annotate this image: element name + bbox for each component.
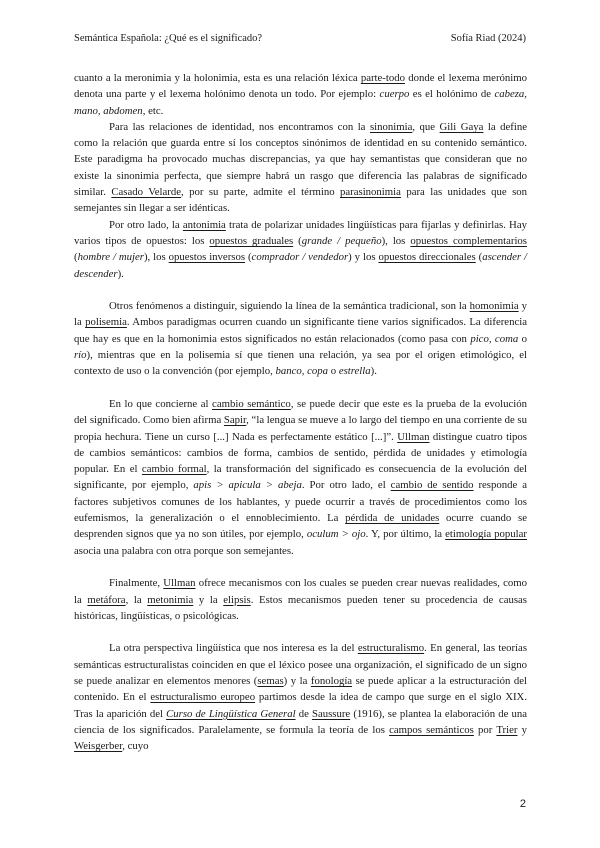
text-run: Para las relaciones de identidad, nos encontramos con la	[109, 120, 370, 133]
paragraph	[74, 396, 527, 559]
text-run: . Ambos paradigmas ocurren cuando un significante tiene varios significados. La diferencia que hay es que en la homonimia estos significados no están relacionados (como pasa con	[74, 316, 527, 345]
underlined-term: opuestos direccionales	[378, 251, 476, 264]
underlined-term: metáfora	[87, 593, 126, 606]
text-run: es el holónimo de	[409, 88, 495, 101]
underlined-term: metonimia	[147, 593, 194, 606]
underlined-term: parte-todo	[360, 72, 406, 84]
text-run: responde a factores subjetivos comunes de los hablantes, y puede ocurrir a través de procedimientos como los eufemismos, la generalización o el ennoblecimiento. La	[74, 479, 527, 525]
text-run: ocurre cuando se desprenden signos que ya no son útiles, por ejemplo,	[74, 512, 528, 541]
text-run: donde el lexema merónimo denota una parte y el lexema holónimo denota un todo. Por ejemplo:	[74, 72, 527, 101]
text-run: , la transformación del significado es consecuencia de la evolución del significante, por ejemplo,	[74, 463, 528, 492]
text-run: Por otro lado, la	[109, 218, 183, 231]
text-run: , por su parte, admite el término	[181, 186, 341, 199]
underlined-term: polisemia	[85, 316, 127, 329]
text-run: ), mientras que en la polisemia sí que tienen una relación, ya sea por el origen etimológico, el contexto de uso o la convención (por ejemplo,	[74, 349, 527, 378]
text-run: trata de polarizar unidades lingüísticas para fijarlas y definirlas. Hay varios tipos de opuestos: los	[74, 218, 527, 247]
underlined-term: antonimia	[182, 218, 226, 231]
text-run: por	[473, 723, 497, 736]
underlined-term: Ullman	[163, 577, 196, 590]
text-run: Finalmente,	[109, 577, 164, 590]
underlined-term: parasinonimia	[340, 186, 401, 199]
text-run: (	[475, 251, 483, 264]
underlined-term: Gili Gaya	[439, 120, 484, 133]
underlined-italic-title: Curso de Lingüística General	[166, 707, 296, 720]
underlined-term: opuestos complementarios	[410, 234, 527, 247]
page-number: 2	[519, 798, 526, 810]
underlined-term: etimología popular	[445, 528, 528, 541]
underlined-term: Saussure	[311, 707, 351, 720]
text-run: , cuyo	[122, 740, 149, 753]
paragraph	[74, 575, 527, 624]
text-run: (	[245, 251, 252, 264]
text-run: ) y los	[348, 251, 379, 264]
underlined-term: Trier	[496, 723, 518, 736]
paragraph	[74, 640, 527, 754]
underlined-term: pérdida de unidades	[345, 512, 440, 525]
text-run: partimos desde la idea de campo que surge en el siglo XIX. Tras la aparición del	[74, 691, 528, 720]
text-run: , que	[412, 120, 440, 133]
text-run: , “la lengua se mueve a lo largo del tiempo en una corriente de su propia hechura. Tiene un curso [...] Nada es perfectamente estático [...]”.	[74, 414, 527, 443]
italic-example: ascender / descender	[74, 251, 527, 280]
text-run: En lo que concierne al	[109, 397, 213, 410]
italic-example: banco, copa	[275, 365, 329, 378]
text-run: La otra perspectiva lingüística que nos interesa es la del	[109, 642, 358, 655]
text-run: (	[293, 234, 302, 247]
text-run: . Por otro lado, el	[301, 479, 391, 492]
paragraph	[74, 70, 527, 119]
paragraph	[74, 217, 527, 282]
underlined-term: Ullman	[397, 430, 430, 443]
text-run: y	[517, 723, 528, 736]
paragraph	[74, 298, 527, 379]
underlined-term: Sapir	[223, 414, 247, 427]
text-run: ), los	[381, 234, 411, 247]
text-run: . Estos mecanismos pueden tener su procedencia de causas históricas, lingüísticas, o psicológicas.	[74, 593, 527, 622]
text-run: Otros fenómenos a distinguir, siguiendo la línea de la semántica tradicional, son la	[109, 300, 470, 313]
italic-example: oculum > ojo	[306, 528, 366, 541]
text-run: ).	[117, 267, 124, 280]
underlined-term: homonimia	[469, 300, 519, 313]
underlined-term: campos semánticos	[389, 723, 474, 736]
text-run: . En general, las teorías semánticas estructuralistas coinciden en que el léxico posee una organización, el significado de un signo se puede analizar en elementos menores (	[74, 642, 527, 687]
italic-example: río	[74, 349, 87, 362]
underlined-term: cambio semántico	[212, 397, 291, 410]
document-body	[74, 70, 527, 754]
header-title: Semántica Española: ¿Qué es el significado?	[74, 33, 263, 44]
text-run: ).	[370, 365, 377, 378]
italic-example: grande / pequeño	[301, 234, 382, 247]
underlined-term: opuestos graduales	[209, 234, 294, 247]
text-run: la define como la relación que guarda entre sí los conceptos sinónimos de identidad en su contenido semántico. Este paradigma ha provocado muchas discrepancias, ya que hay semantistas que consideran que no existe la sinonimia perfecta, que siempre habrá un rasgo que diferencia las palabras de significado similar.	[74, 120, 528, 199]
underlined-term: opuestos inversos	[168, 251, 246, 264]
italic-example: pico, coma	[470, 332, 519, 345]
text-run: ) y la	[283, 674, 311, 687]
underlined-term: cambio de sentido	[390, 479, 474, 492]
text-run: para las unidades que son semejantes sin llegar a ser idénticas.	[74, 186, 528, 215]
text-run: , la	[125, 593, 148, 606]
paragraph	[74, 119, 527, 217]
text-run: asocia una palabra con otra porque son semejantes.	[74, 544, 294, 557]
text-run: de	[295, 707, 312, 720]
text-run: y la	[74, 300, 527, 329]
text-run: (	[74, 251, 78, 264]
text-run: ofrece mecanismos con los cuales se pueden crear nuevas realidades, como la	[74, 577, 527, 606]
italic-example: hombre / mujer	[77, 251, 144, 264]
text-run: se puede aplicar a la estructuración del contenido. En el	[74, 674, 527, 704]
text-run: y la	[193, 593, 224, 606]
text-run: cuanto a la meronimia y la holonimia, esta es una relación léxica	[74, 72, 361, 84]
text-run: o	[328, 365, 339, 378]
underlined-term: fonología	[310, 674, 353, 687]
underlined-term: elipsis	[223, 593, 251, 606]
text-run: ), los	[143, 251, 169, 264]
text-run: . Y, por último, la	[365, 528, 446, 541]
underlined-term: Weisgerber	[74, 740, 123, 753]
header-author: Sofía Riad (2024)	[450, 33, 526, 44]
italic-example: cuerpo	[379, 88, 410, 101]
underlined-term: cambio formal	[141, 463, 207, 476]
italic-example: estrella	[338, 365, 371, 378]
text-run: (1916), se plantea la elaboración de una ciencia de los significados. Paralelamente, se formula la teoría de los	[74, 707, 527, 736]
italic-example: apis > apicula > abeja	[193, 479, 302, 492]
italic-example: cabeza, mano, abdomen	[74, 88, 527, 117]
text-run: , se puede decir que este es la prueba de la evolución del significado. Como bien afirma	[74, 397, 527, 427]
italic-example: comprador / vendedor	[251, 251, 349, 264]
text-run: , etc.	[142, 104, 164, 117]
underlined-term: semas	[257, 674, 284, 687]
underlined-term: Casado Velarde	[111, 186, 182, 199]
underlined-term: estructuralismo	[357, 642, 425, 655]
underlined-term: estructuralismo europeo	[150, 691, 256, 704]
text-run: distingue cuatro tipos de cambios semánticos: cambios de forma, cambios de sentido, pérdida de unidades y etimología popular. En el	[74, 430, 527, 476]
text-run: o	[518, 332, 528, 345]
underlined-term: sinonimia	[369, 120, 413, 133]
